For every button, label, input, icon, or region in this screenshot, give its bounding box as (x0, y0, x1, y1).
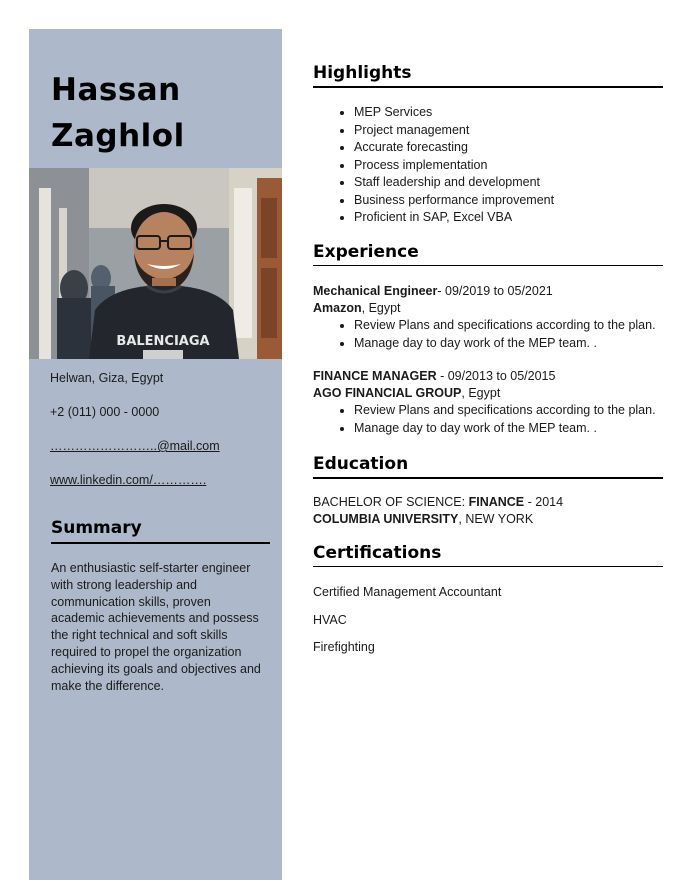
certification-item: Certified Management Accountant (313, 585, 502, 599)
candidate-name (51, 67, 185, 159)
education-degree: BACHELOR OF SCIENCE: (313, 495, 469, 509)
education-year: - 2014 (524, 495, 564, 509)
job-1-dates: - 09/2019 to 05/2021 (437, 284, 553, 298)
job-2-title-line (313, 369, 555, 383)
job-2-company: AGO FINANCIAL GROUP (313, 386, 462, 400)
sidebar (29, 29, 282, 880)
education-heading: Education (313, 454, 663, 479)
highlights-heading: Highlights (313, 63, 663, 88)
list-item: • Proficient in SAP, Excel VBA (354, 209, 554, 227)
list-item: • MEP Services (354, 104, 554, 122)
certification-item: Firefighting (313, 640, 375, 654)
shirt-text: BALENCIAGA (116, 334, 210, 349)
list-item: • Manage day to day work of the MEP team. . (354, 335, 656, 353)
education-degree-line (313, 495, 563, 509)
list-item: • Review Plans and specifications according to the plan. (354, 317, 656, 335)
list-item: • Process implementation (354, 157, 554, 175)
education-city: , NEW YORK (458, 512, 534, 526)
last-name: Zaghlol (51, 118, 185, 154)
contact-email[interactable]: ……………………..@mail.com (50, 439, 220, 453)
profile-photo (29, 168, 282, 359)
job-2-company-line (313, 386, 500, 400)
job-2-dates: - 09/2013 to 05/2015 (436, 369, 556, 383)
job-2-location: , Egypt (461, 386, 501, 400)
highlights-list (313, 104, 554, 227)
job-1-bullets (313, 317, 656, 352)
list-item: • Accurate forecasting (354, 139, 554, 157)
list-item: • Review Plans and specifications according to the plan. (354, 402, 656, 420)
job-1-company: Amazon (313, 301, 362, 315)
certifications-heading: Certifications (313, 543, 663, 567)
job-1-location: , Egypt (361, 301, 401, 315)
education-school-line (313, 512, 533, 526)
job-1-title-line (313, 284, 553, 298)
contact-linkedin[interactable]: www.linkedin.com/…………. (50, 473, 207, 487)
summary-heading: Summary (51, 518, 270, 544)
list-item: • Staff leadership and development (354, 174, 554, 192)
certification-item: HVAC (313, 613, 347, 627)
contact-phone: +2 (011) 000 - 0000 (50, 405, 160, 419)
experience-heading: Experience (313, 242, 663, 266)
education-university: COLUMBIA UNIVERSITY (313, 512, 459, 526)
contact-location: Helwan, Giza, Egypt (50, 371, 164, 385)
list-item: • Project management (354, 122, 554, 140)
list-item: • Manage day to day work of the MEP team. . (354, 420, 656, 438)
job-1-title: Mechanical Engineer (313, 284, 438, 298)
job-2-title: FINANCE MANAGER (313, 369, 437, 383)
first-name: Hassan (51, 72, 181, 108)
summary-text: An enthusiastic self-starter engineer with strong leadership and communication skills, proven academic achievements and possess the right technical and soft skills required to propel the organization achieving its goals and objectives and make the difference. (51, 561, 261, 693)
education-major: FINANCE (468, 495, 525, 509)
job-2-bullets (313, 402, 656, 437)
list-item: • Business performance improvement (354, 192, 554, 210)
job-1-company-line (313, 301, 401, 315)
